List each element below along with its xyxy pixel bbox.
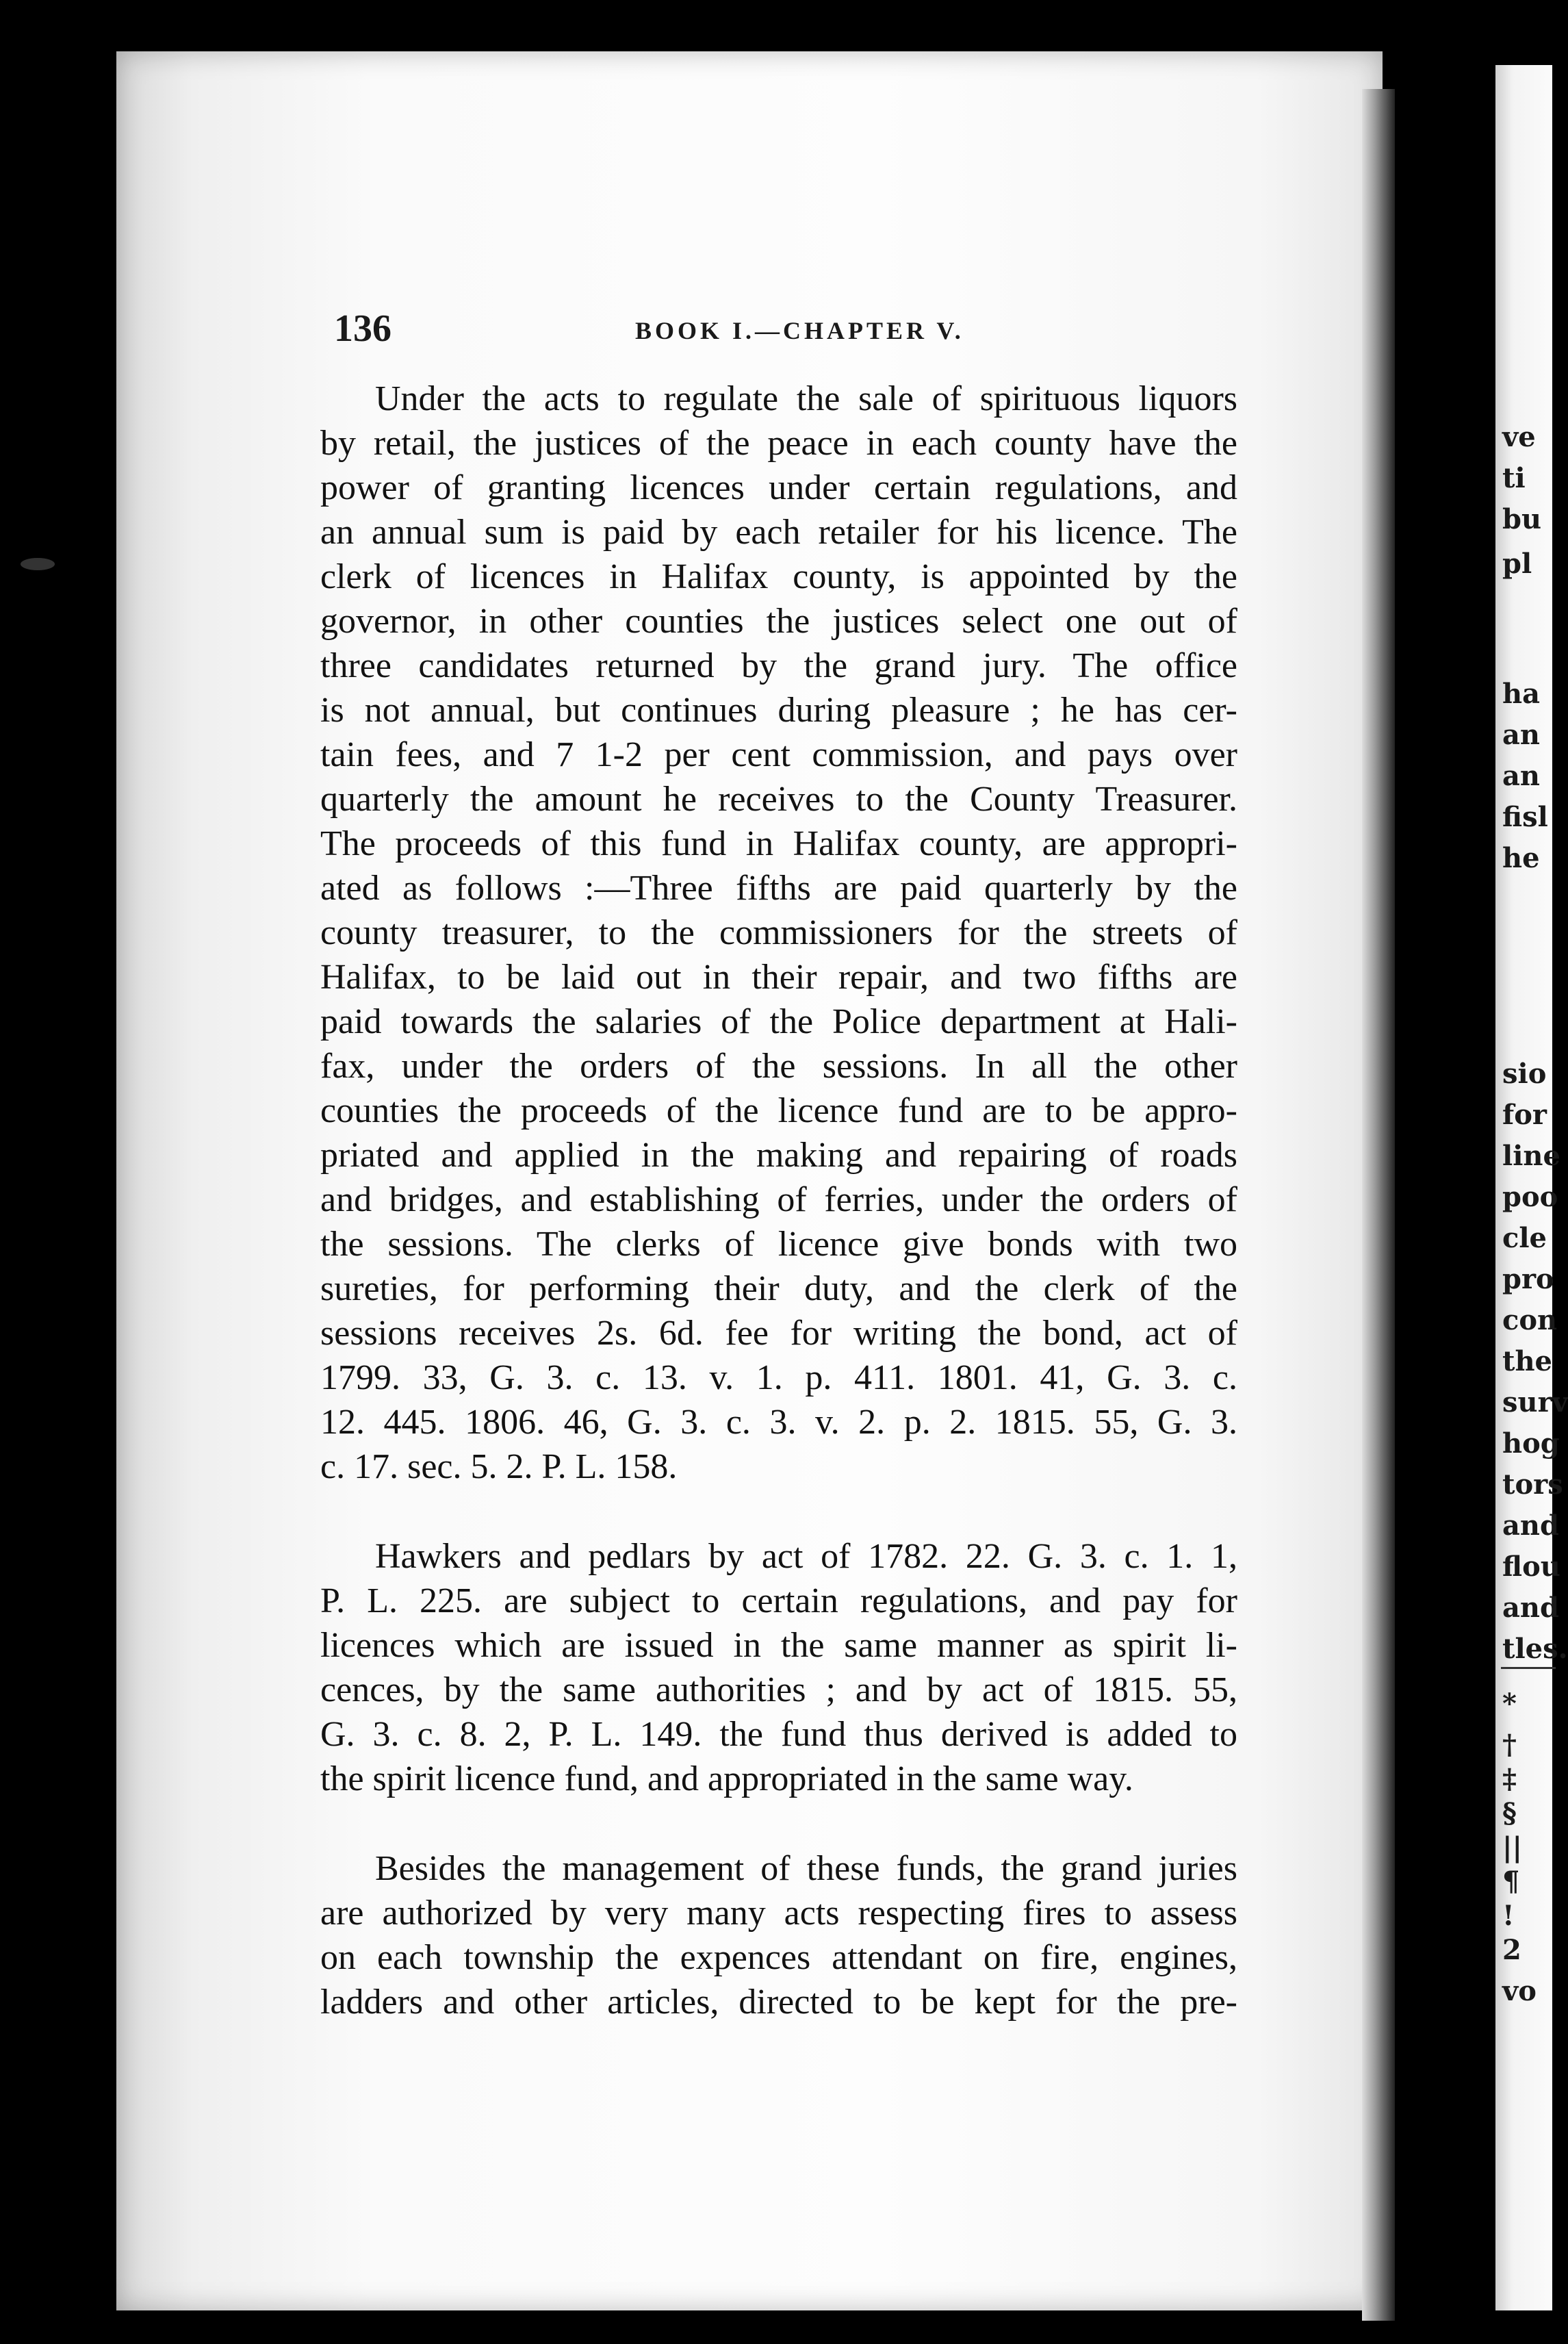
paragraph-hawkers-pedlars bbox=[320, 1534, 1237, 1801]
text-line: and bridges, and establishing of ferries, under the orders of bbox=[320, 1180, 1237, 1219]
adjacent-page-fragment: surv bbox=[1502, 1386, 1568, 1418]
text-line: fax, under the orders of the sessions. In all the other bbox=[320, 1047, 1237, 1086]
text-line: 12. 445. 1806. 46, G. 3. c. 3. v. 2. p. 2. 1815. 55, G. 3. bbox=[320, 1403, 1237, 1442]
text-line: 1799. 33, G. 3. c. 13. v. 1. p. 411. 1801. 41, G. 3. c. bbox=[320, 1358, 1237, 1397]
text-line: Under the acts to regulate the sale of spirituous liquors bbox=[375, 379, 1237, 418]
text-line: quarterly the amount he receives to the County Treasurer. bbox=[320, 780, 1237, 819]
text-line: are authorized by very many acts respecting fires to assess bbox=[320, 1894, 1237, 1933]
text-line: The proceeds of this fund in Halifax county, are appropri- bbox=[320, 824, 1237, 863]
adjacent-page-fragment: bu bbox=[1502, 503, 1542, 535]
text-line: sureties, for performing their duty, and the clerk of the bbox=[320, 1269, 1237, 1308]
adjacent-page-fragment: ¶ bbox=[1502, 1865, 1520, 1898]
text-line: power of granting licences under certain regulations, and bbox=[320, 468, 1237, 507]
adjacent-page-fragment: and bbox=[1502, 1592, 1559, 1624]
text-line: the sessions. The clerks of licence give bonds with two bbox=[320, 1225, 1237, 1264]
adjacent-page-fragment: hog bbox=[1502, 1427, 1560, 1460]
text-line: Halifax, to be laid out in their repair, and two fifths are bbox=[320, 958, 1237, 997]
text-line: by retail, the justices of the peace in each county have the bbox=[320, 424, 1237, 463]
adjacent-page-fragment: for bbox=[1502, 1099, 1547, 1131]
adjacent-page-fragment: † bbox=[1502, 1729, 1517, 1761]
adjacent-page-fragment: an bbox=[1502, 719, 1540, 751]
adjacent-page-fragment: con bbox=[1502, 1304, 1558, 1336]
page-gutter-edge bbox=[1362, 89, 1395, 2321]
text-line: tain fees, and 7 1-2 per cent commission, and pays over bbox=[320, 735, 1237, 774]
adjacent-page-fragment: || bbox=[1502, 1831, 1523, 1863]
adjacent-page-fragment: flou bbox=[1502, 1551, 1560, 1583]
adjacent-page-fragment: ve bbox=[1502, 421, 1536, 453]
text-line: G. 3. c. 8. 2, P. L. 149. the fund thus derived is added to bbox=[320, 1715, 1237, 1754]
adjacent-page-fragment: ti bbox=[1502, 462, 1526, 494]
adjacent-page-fragment: he bbox=[1502, 842, 1540, 874]
adjacent-page-fragment: pro bbox=[1502, 1263, 1554, 1295]
text-line: priated and applied in the making and repairing of roads bbox=[320, 1136, 1237, 1175]
text-line: ladders and other articles, directed to be kept for the pre- bbox=[320, 1983, 1237, 2022]
adjacent-page-fragment: * bbox=[1502, 1687, 1517, 1720]
text-line: Hawkers and pedlars by act of 1782. 22. G. 3. c. 1. 1, bbox=[375, 1537, 1237, 1576]
page-header bbox=[334, 307, 1251, 361]
adjacent-page-fragment: cle bbox=[1502, 1222, 1547, 1254]
text-line: counties the proceeds of the licence fund are to be appro- bbox=[320, 1091, 1237, 1130]
adjacent-page-fragment: tles. bbox=[1502, 1633, 1568, 1665]
adjacent-page-fragment: ha bbox=[1502, 678, 1540, 710]
text-line: sessions receives 2s. 6d. fee for writing the bond, act of bbox=[320, 1314, 1237, 1353]
adjacent-page-fragment: tors bbox=[1502, 1468, 1563, 1501]
page-number: 136 bbox=[334, 307, 391, 350]
adjacent-page-fragment: fisl bbox=[1502, 801, 1548, 833]
text-line: is not annual, but continues during pleasure ; he has cer- bbox=[320, 691, 1237, 730]
text-line: cences, by the same authorities ; and by act of 1815. 55, bbox=[320, 1670, 1237, 1709]
text-line: paid towards the salaries of the Police department at Hali- bbox=[320, 1002, 1237, 1041]
paragraph-liquor-licences bbox=[320, 377, 1237, 1489]
adjacent-page-fragment: an bbox=[1502, 760, 1540, 792]
text-line: the spirit licence fund, and appropriated in the same way. bbox=[320, 1759, 1133, 1798]
adjacent-page-strip bbox=[1495, 65, 1568, 2310]
adjacent-page-fragment: the bbox=[1502, 1345, 1553, 1377]
text-line: P. L. 225. are subject to certain regulations, and pay for bbox=[320, 1581, 1237, 1620]
footnote-rule bbox=[1501, 1667, 1556, 1669]
text-line: county treasurer, to the commissioners for the streets of bbox=[320, 913, 1237, 952]
ink-speck bbox=[21, 558, 55, 570]
paragraph-grand-juries bbox=[320, 1846, 1237, 2024]
text-line: on each township the expences attendant on fire, engines, bbox=[320, 1938, 1237, 1977]
text-line: clerk of licences in Halifax county, is appointed by the bbox=[320, 557, 1237, 596]
adjacent-page-fragment: ! bbox=[1502, 1900, 1515, 1932]
adjacent-page-fragment: poo bbox=[1502, 1181, 1558, 1213]
adjacent-page-fragment: ‡ bbox=[1502, 1763, 1517, 1795]
text-line: governor, in other counties the justices select one out of bbox=[320, 602, 1237, 641]
text-line: licences which are issued in the same manner as spirit li- bbox=[320, 1626, 1237, 1665]
adjacent-page-fragment: 2 bbox=[1502, 1934, 1521, 1966]
adjacent-page-fragment: line bbox=[1502, 1140, 1560, 1172]
adjacent-page-fragment: § bbox=[1502, 1797, 1517, 1829]
adjacent-page-fragment: sio bbox=[1502, 1058, 1547, 1090]
adjacent-page-fragment: vo bbox=[1502, 1975, 1537, 2007]
text-line: an annual sum is paid by each retailer for his licence. The bbox=[320, 513, 1237, 552]
body-text bbox=[320, 377, 1237, 2069]
adjacent-page-fragment: pl bbox=[1502, 548, 1532, 580]
text-line: three candidates returned by the grand jury. The office bbox=[320, 646, 1237, 685]
text-line: ated as follows :—Three fifths are paid quarterly by the bbox=[320, 869, 1237, 908]
text-line: Besides the management of these funds, the grand juries bbox=[375, 1849, 1237, 1888]
text-line: c. 17. sec. 5. 2. P. L. 158. bbox=[320, 1447, 678, 1486]
adjacent-page-fragment: and bbox=[1502, 1509, 1559, 1542]
running-head: BOOK I.—CHAPTER V. bbox=[635, 317, 964, 344]
